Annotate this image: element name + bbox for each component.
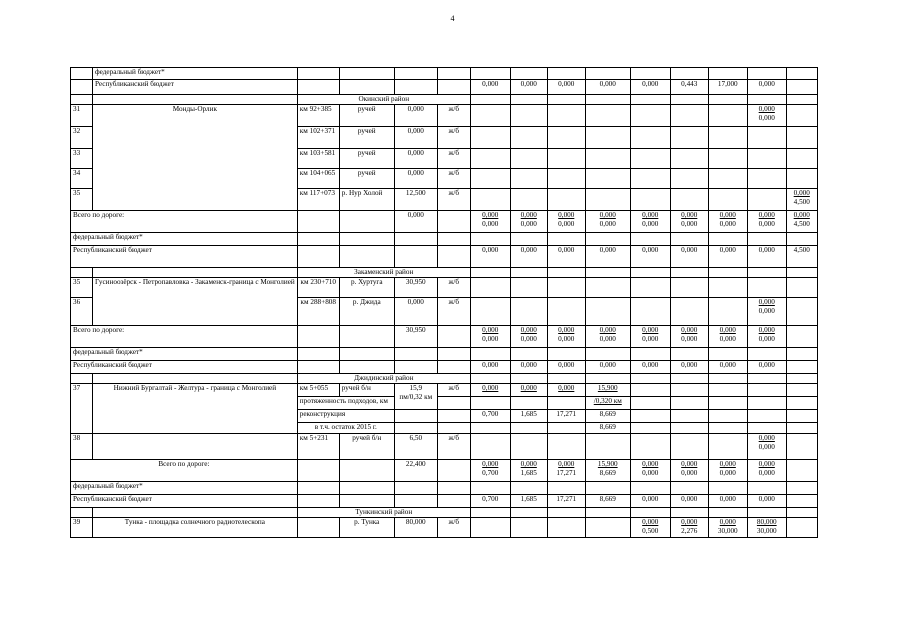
table-row: Республиканский бюджет 0,000 0,000 0,000 0,000 0,000 0,443 17,000 0,000	[71, 80, 818, 95]
table-row: Республиканский бюджет 0,700 1,685 17,271 8,669 0,000 0,000 0,000 0,000	[71, 495, 818, 508]
district-tunkinsky: Тункинский район	[297, 508, 470, 518]
table-row: 32 км 102+371 ручей 0,000 ж/б	[71, 127, 818, 149]
table-row: реконструкция 0,700 1,685 17,271 8,669	[71, 410, 818, 423]
table-row: Республиканский бюджет 0,000 0,000 0,000 0,000 0,000 0,000 0,000 0,000	[71, 361, 818, 374]
district-row	[71, 268, 818, 278]
federal-label: федеральный бюджет*	[93, 68, 298, 80]
table-row: 38 км 5+231 ручей б/н 6,50 ж/б 0,000 0,000	[71, 434, 818, 460]
table-row: 35 Гусиноозёрск - Петропавловка - Закаменск-граница с Монголией км 230+710 р. Хуртуга 30,950 ж/б	[71, 278, 818, 298]
table-row: 34 км 104+065 ручей 0,000 ж/б	[71, 169, 818, 189]
district-zakamensky: Закаменский район	[297, 268, 470, 278]
district-okinsky: Окинский район	[297, 95, 470, 105]
table-row: Республиканский бюджет 0,000 0,000 0,000 0,000 0,000 0,000 0,000 0,000 4,500	[71, 246, 818, 268]
table-row: в т.ч. остаток 2015 г. 8,669	[71, 423, 818, 434]
table-row: федеральный бюджет*	[71, 348, 818, 361]
table-row: 35 км 117+073 р. Нур Холой 12,500 ж/б 0,000 4,500	[71, 189, 818, 211]
district-row	[71, 95, 818, 105]
district-row	[71, 374, 818, 384]
road-name: Монды-Орлик	[93, 105, 298, 211]
table-row: федеральный бюджет*	[71, 482, 818, 495]
table-row: федеральный бюджет*	[71, 233, 818, 246]
table-row	[71, 68, 818, 80]
republic-label: Республиканский бюджет	[93, 80, 298, 95]
total-row: Всего по дороге: 30,950 0,000 0,000 0,000 0,000 0,000 0,000 0,000 0,000 0,000 0,000 0,000 0,000 0,000 0,000 0,000 0,000	[71, 326, 818, 348]
table-row: 33 км 103+581 ручей 0,000 ж/б	[71, 149, 818, 169]
total-row: Всего по дороге: 0,000 0,000 0,000 0,000 0,000 0,000 0,000 0,000 0,000 0,000 0,000 0,000 0,000 0,000 0,000 0,000 0,000 0,000 4,500	[71, 211, 818, 233]
road-name: Нижний Бургалтай - Желтура - граница с Монголией	[93, 384, 298, 434]
table-row: 39 Тунка - площадка солнечного радиотелескопа р. Тунка 80,000 ж/б 0,000 0,500 0,000 2,276 0,000 30,000 80,000 30,000	[71, 518, 818, 538]
district-row	[71, 508, 818, 518]
table-row: протяженность подходов, км /0,320 км	[71, 397, 818, 410]
road-name: Тунка - площадка солнечного радиотелескопа	[93, 518, 298, 538]
total-row: Всего по дороге: 22,400 0,000 0,700 0,000 1,685 0,000 17,271 15,900 8,669 0,000 0,000 0,000 0,000 0,000 0,000 0,000 0,000	[71, 460, 818, 482]
table-row: 36 км 288+808 р. Джида 0,000 ж/б 0,000 0,000	[71, 298, 818, 326]
road-name: Гусиноозёрск - Петропавловка - Закаменск-граница с Монголией	[93, 278, 298, 326]
table-row: 31 Монды-Орлик км 92+385 ручей 0,000 ж/б 0,000 0,000	[71, 105, 818, 127]
district-dzhidinsky: Джидинский район	[297, 374, 470, 384]
table-row: 37 Нижний Бургалтай - Желтура - граница с Монголией км 5+055 ручей б/н 15,9 пм/0,32 км ж/б 0,000 0,000 0,000 15,900	[71, 384, 818, 397]
page-number: 4	[450, 14, 455, 23]
budget-table	[70, 67, 818, 538]
